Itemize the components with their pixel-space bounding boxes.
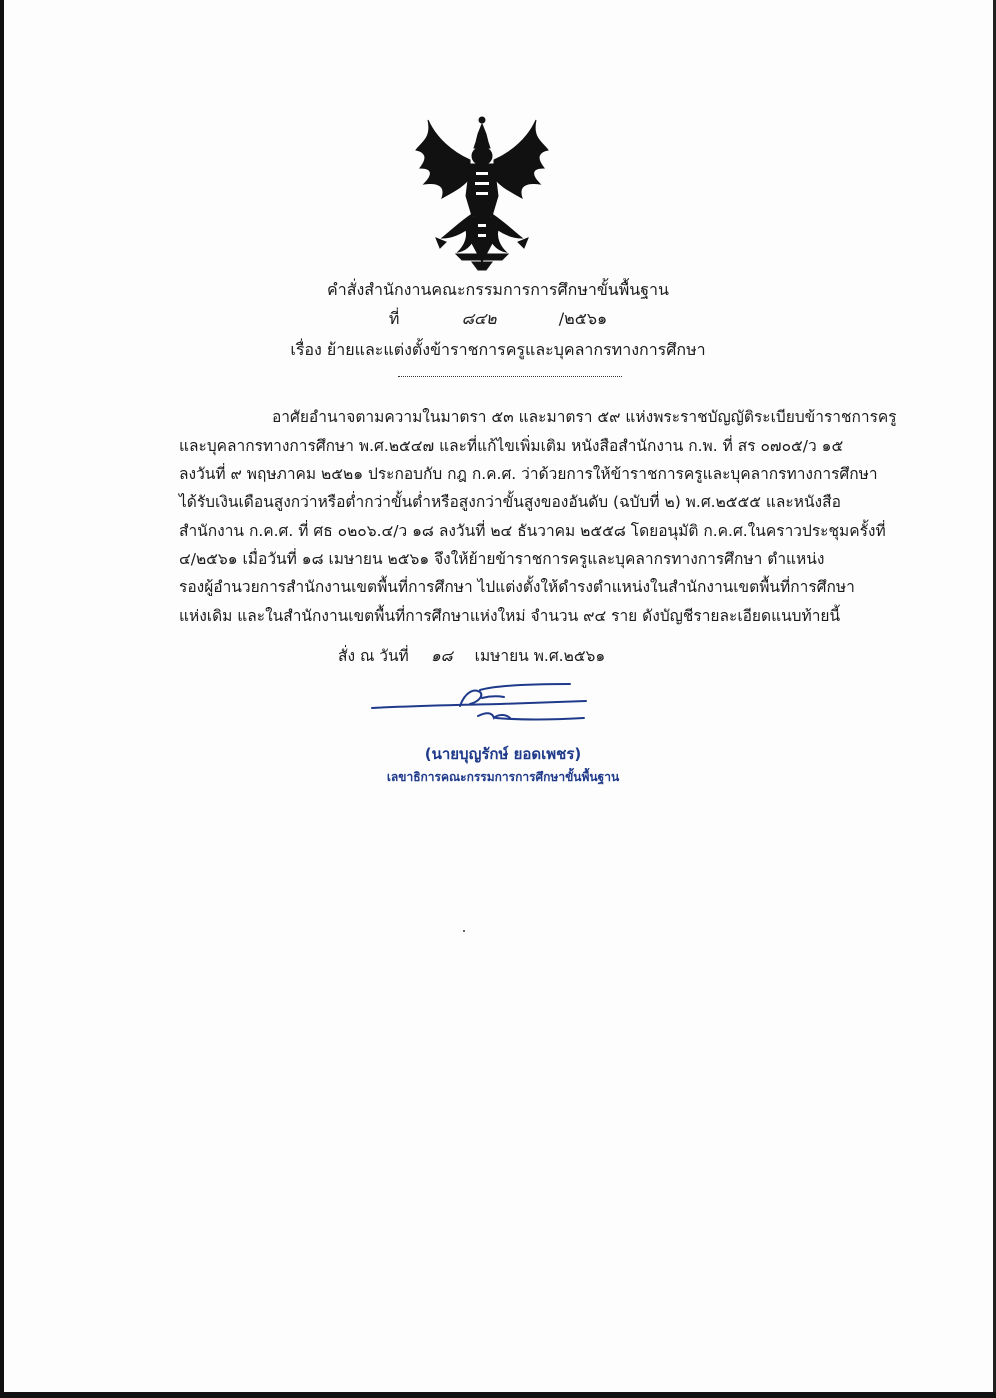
order-subject: เรื่อง ย้ายและแต่งตั้งข้าราชการครูและบุคลากรทางการศึกษา [290,340,706,359]
body-line-8: แห่งเดิม และในสำนักงานเขตพื้นที่การศึกษาแห่งใหม่ จำนวน ๙๔ ราย ดังบัญชีรายละเอียดแนบท้ายนี้ [179,607,841,625]
body-line-6: ๔/๒๕๖๑ เมื่อวันที่ ๑๘ เมษายน ๒๕๖๑ จึงให้ย้ายข้าราชการครูและบุคลากรทางการศึกษา ตำแหน่ง [179,550,825,568]
order-date [338,643,605,668]
garuda-emblem-icon [412,112,552,272]
signer-title: เลขาธิการคณะกรรมการการศึกษาขั้นพื้นฐาน [386,770,620,784]
body-line-2: และบุคลากรทางการศึกษา พ.ศ.๒๕๔๗ และที่แก้ไขเพิ่มเติม หนังสือสำนักงาน ก.พ. ที่ สร ๐๗๐๕/ว ๑๕ [179,437,844,455]
signature-icon [370,678,590,726]
order-number-line [0,307,996,332]
page-speck [463,930,465,932]
body-line-4: ได้รับเงินเดือนสูงกว่าหรือต่ำกว่าขั้นต่ำหรือสูงกว่าขั้นสูงของอันดับ (ฉบับที่ ๒) พ.ศ.๒๕๕๕ และหนังสือ [179,493,841,511]
scan-edge-bottom [0,1392,996,1398]
signer-name: (นายบุญรักษ์ ยอดเพชร) [424,745,582,763]
body-line-1: อาศัยอำนาจตามความในมาตรา ๕๓ และมาตรา ๕๙ แห่งพระราชบัญญัติระเบียบข้าราชการครู [272,408,897,426]
order-year: /๒๕๖๑ [558,309,608,328]
body-line-5: สำนักงาน ก.ค.ศ. ที่ ศธ ๐๒๐๖.๔/ว ๑๘ ลงวันที่ ๒๔ ธันวาคม ๒๕๕๘ โดยอนุมัติ ก.ค.ศ.ในคราวประชุมครั้งที่ [179,522,886,540]
date-month-year: เมษายน พ.ศ.๒๕๖๑ [474,647,606,665]
date-prefix: สั่ง ณ วันที่ [338,647,409,665]
scan-edge-left [0,0,4,1398]
order-number: ๘๔๒ [461,309,497,328]
date-day: ๑๘ [430,647,453,665]
body-line-7: รองผู้อำนวยการสำนักงานเขตพื้นที่การศึกษา ไปแต่งตั้งให้ดำรงตำแหน่งในสำนักงานเขตพื้นที่การศึกษา [179,578,855,596]
body-line-3: ลงวันที่ ๙ พฤษภาคม ๒๕๒๑ ประกอบกับ กฎ ก.ค.ศ. ว่าด้วยการให้ข้าราชการครูและบุคลากรทางการศึกษา [179,465,878,483]
separator-dotted-line [398,376,622,377]
order-title: คำสั่งสำนักงานคณะกรรมการการศึกษาขั้นพื้นฐาน [327,280,669,299]
order-number-prefix: ที่ [388,309,400,328]
